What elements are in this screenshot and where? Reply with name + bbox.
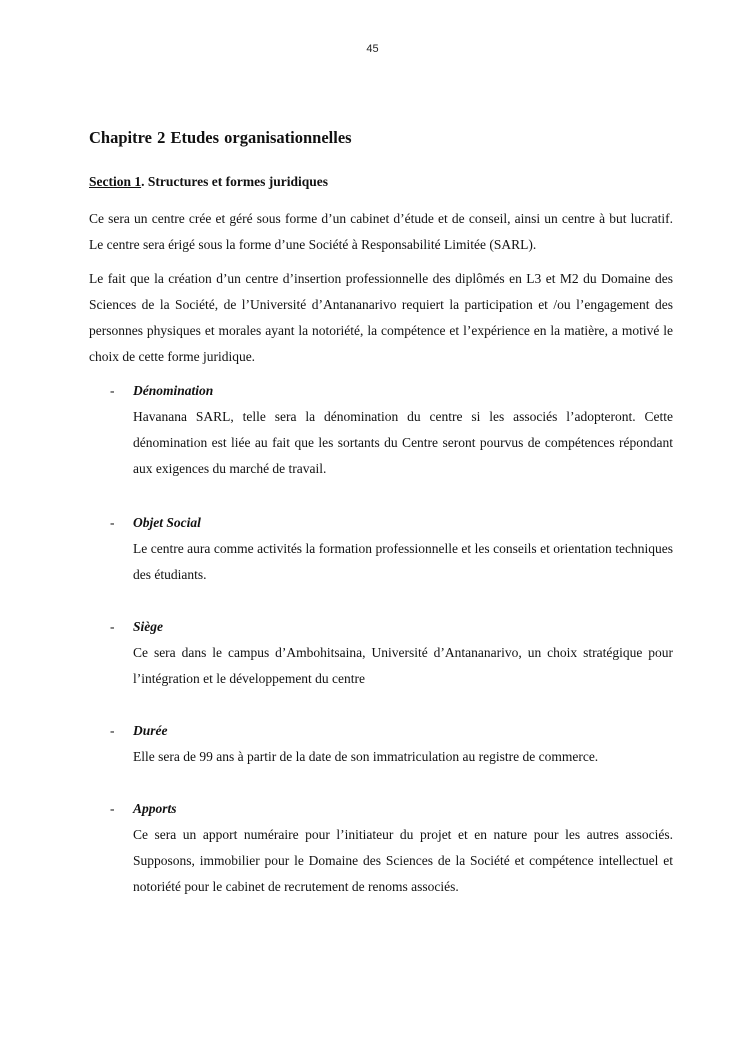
list-dash: - (110, 515, 115, 530)
chapter-title: Chapitre 2 Etudes organisationnelles (89, 128, 352, 147)
document-body (89, 126, 673, 900)
list-item-denomination (89, 378, 673, 482)
paragraph-intro: Ce sera un centre crée et géré sous forme d’un cabinet d’étude et de conseil, ainsi un centre à but lucratif. Le centre sera érigé sous la forme d’une Société à Responsabilité Limitée (SARL). (89, 211, 673, 252)
list-dash: - (110, 723, 115, 738)
list-item-apports (89, 796, 673, 900)
list-item-objet-social (89, 510, 673, 588)
item-title-objet-social: Objet Social (133, 515, 201, 530)
item-text-objet-social: Le centre aura comme activités la formation professionnelle et les conseils et orientation techniques des étudiants. (133, 541, 673, 582)
page-number: 45 (366, 43, 379, 55)
item-text-duree: Elle sera de 99 ans à partir de la date de son immatriculation au registre de commerce. (133, 749, 599, 764)
paragraph-motivation: Le fait que la création d’un centre d’insertion professionnelle des diplômés en L3 et M2 du Domaine des Sciences de la Société, de l’Université d’Antananarivo requiert la participation et /ou l’engagement des personnes physiques et morales ayant la notoriété, la compétence et l’expérience en la matière, a motivé le choix de cette forme juridique. (89, 271, 673, 364)
section-title: . Structures et formes juridiques (141, 174, 328, 189)
section-heading (89, 172, 673, 192)
list-dash: - (110, 383, 115, 398)
item-title-apports: Apports (133, 801, 177, 816)
item-title-denomination: Dénomination (133, 383, 214, 398)
item-text-siege: Ce sera dans le campus d’Ambohitsaina, Université d’Antananarivo, un choix stratégique pour l’intégration et le développement du centre (133, 645, 673, 686)
item-title-siege: Siège (133, 619, 163, 634)
legal-attributes-list (89, 378, 673, 900)
item-text-denomination: Havanana SARL, telle sera la dénomination du centre si les associés l’adopteront. Cette dénomination est liée au fait que les sortants du Centre seront pourvus de compétences répondant aux exigences du marché de travail. (133, 409, 673, 476)
list-dash: - (110, 801, 115, 816)
list-item-duree (89, 718, 673, 770)
item-text-apports: Ce sera un apport numéraire pour l’initiateur du projet et en nature pour les autres associés. Supposons, immobilier pour le Domaine des Sciences de la Société et compétence intellectuel et notoriété pour le cabinet de recrutement de renoms associés. (133, 827, 673, 894)
list-dash: - (110, 619, 115, 634)
list-item-siege (89, 614, 673, 692)
item-title-duree: Durée (133, 723, 168, 738)
section-label: Section 1 (89, 174, 142, 189)
